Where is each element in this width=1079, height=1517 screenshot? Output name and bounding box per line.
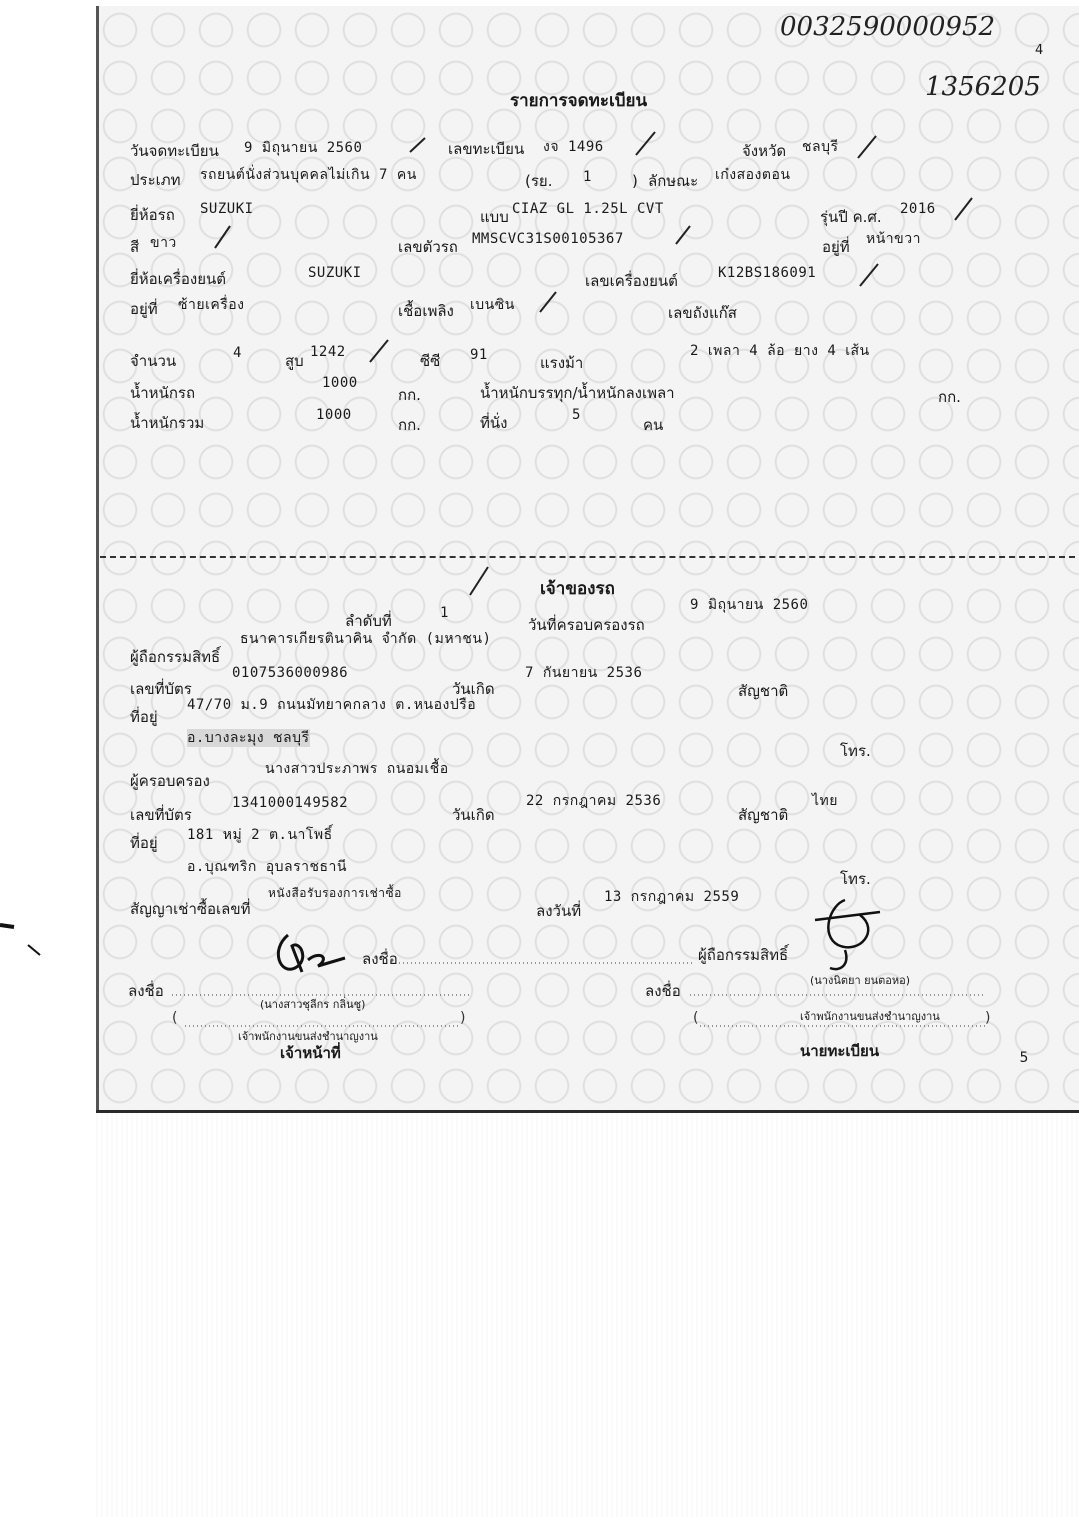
- weight-label: น้ำหนักรถ: [130, 384, 196, 402]
- model: CIAZ GL 1.25L CVT: [512, 201, 664, 217]
- id-label: เลขที่บัตร: [130, 680, 192, 698]
- cylinder: 1242: [310, 344, 346, 360]
- page-number: 5: [1019, 1050, 1029, 1066]
- left-officer-name: (นางสาวชุลีกร กลิ่นชู): [260, 998, 366, 1011]
- engine-brand: SUZUKI: [308, 265, 362, 281]
- color-label: สี: [130, 238, 140, 256]
- registrar-title: นายทะเบียน: [800, 1042, 880, 1060]
- holder-sig-suffix: ผู้ถือกรรมสิทธิ์: [698, 946, 789, 964]
- chassis-label: เลขตัวรถ: [398, 238, 458, 256]
- possess-date: 9 มิถุนายน 2560: [690, 597, 809, 613]
- engine-loc-label: อยู่ที่: [130, 300, 158, 318]
- left-officer-role: เจ้าพนักงานขนส่งชำนาญงาน: [238, 1030, 378, 1043]
- holder-birth: 7 กันยายน 2536: [525, 665, 643, 681]
- seq-label: ลำดับที่: [345, 612, 392, 630]
- holder-addr-line1: 47/70 ม.9 ถนนมัทยาคกลาง ต.หนองปรือ: [187, 697, 477, 713]
- possessor-addr-line2: อ.บุณฑริก อุบลราชธานี: [187, 859, 347, 875]
- chassis-location: หน้าขวา: [866, 231, 921, 247]
- contract-value: หนังสือรับรองการเช่าซื้อ: [268, 886, 402, 900]
- left-officer-title: เจ้าหน้าที่: [280, 1044, 341, 1062]
- possessor-nation-label: สัญชาติ: [738, 806, 789, 824]
- total-weight-label: น้ำหนักรวม: [130, 414, 205, 432]
- owner-section-title: เจ้าของรถ: [540, 579, 615, 599]
- addr-label: ที่อยู่: [130, 708, 158, 726]
- weight: 1000: [322, 375, 358, 391]
- possessor-id-label: เลขที่บัตร: [130, 806, 192, 824]
- count-label: จำนวน: [130, 352, 177, 370]
- possessor-name: นางสาวประภาพร ถนอมเชื้อ: [265, 761, 449, 777]
- fuel: เบนซิน: [470, 297, 515, 313]
- province: ชลบุรี: [802, 139, 839, 155]
- model-label: แบบ: [480, 208, 509, 226]
- reg-date: 9 มิถุนายน 2560: [244, 140, 363, 156]
- engine-location: ซ้ายเครื่อง: [178, 297, 245, 313]
- possessor-nation: ไทย: [812, 793, 838, 809]
- svg-text:(: (: [693, 1010, 699, 1026]
- holder-id: 0107536000986: [232, 665, 349, 681]
- total-weight: 1000: [316, 407, 352, 423]
- possessor-birth-label: วันเกิด: [452, 806, 495, 824]
- engine-no-label: เลขเครื่องยนต์: [585, 272, 678, 290]
- persons-label: คน: [643, 416, 664, 434]
- color-value: ขาว: [150, 235, 177, 251]
- right-officer-role: เจ้าพนักงานขนส่งชำนาญงาน: [800, 1010, 940, 1023]
- vehicle-style: เก๋งสองตอน: [715, 167, 791, 183]
- right-sign-label: ลงชื่อ: [645, 982, 681, 1000]
- cc: 91: [470, 347, 488, 363]
- cylinder-label: สูบ: [285, 352, 304, 370]
- engine-brand-label: ยี่ห้อเครื่องยนต์: [130, 270, 227, 288]
- svg-text:): ): [460, 1010, 466, 1026]
- chassis-loc-label: อยู่ที่: [822, 238, 850, 256]
- handwritten-number-2: 1356205: [925, 72, 1041, 102]
- sign-date-label: ลงวันที่: [536, 902, 582, 920]
- axles: 2 เพลา 4 ล้อ ยาง 4 เส้น: [690, 343, 870, 359]
- hp-label: แรงม้า: [540, 354, 584, 372]
- holder-name: ธนาคารเกียรตินาคิน จำกัด (มหาชน): [240, 631, 492, 647]
- seats-label: ที่นั่ง: [480, 414, 508, 432]
- page-corner-number: 4: [1035, 43, 1044, 58]
- sign-date: 13 กรกฎาคม 2559: [604, 889, 740, 905]
- holder-addr-line2: อ.บางละมุง ชลบุรี: [187, 730, 310, 746]
- possessor-id: 1341000149582: [232, 795, 349, 811]
- style-label: ลักษณะ: [648, 172, 699, 190]
- possessor-addr-label: ที่อยู่: [130, 834, 158, 852]
- gas-tank-label: เลขถังแก๊ส: [668, 304, 737, 322]
- model-year: 2016: [900, 201, 936, 217]
- kg-label-1: กก.: [398, 386, 421, 404]
- reg-date-label: วันจดทะเบียน: [130, 142, 219, 160]
- handwritten-number: 0032590000952: [780, 12, 996, 42]
- possessor-addr-line1: 181 หมู่ 2 ต.นาโพธิ์: [187, 827, 333, 843]
- contract-label: สัญญาเช่าซื้อเลขที่: [130, 900, 251, 918]
- left-sign-label: ลงชื่อ: [128, 982, 164, 1000]
- right-officer-name: (นางนิตยา ยนตอหอ): [810, 974, 911, 987]
- year-label: รุ่นปี ค.ศ.: [820, 208, 882, 226]
- seq: 1: [440, 605, 449, 621]
- possessor-tel-label: โทร.: [840, 870, 871, 888]
- possessor-label: ผู้ครอบครอง: [130, 772, 210, 790]
- fuel-label: เชื้อเพลิง: [398, 302, 454, 320]
- type-label: ประเภท: [130, 171, 181, 189]
- possess-date-label: วันที่ครอบครองรถ: [528, 616, 645, 634]
- ry-value: 1: [583, 169, 592, 185]
- tel-label: โทร.: [840, 742, 871, 760]
- seats: 5: [572, 407, 581, 423]
- svg-text:(: (: [172, 1010, 178, 1026]
- chassis-number: MMSCVC31S00105367: [472, 231, 624, 247]
- engine-number: K12BS186091: [718, 265, 817, 281]
- svg-text:): ): [985, 1010, 991, 1026]
- vehicle-type: รถยนต์นั่งส่วนบุคคลไม่เกิน 7 คน: [200, 167, 417, 183]
- province-label: จังหวัด: [742, 142, 787, 160]
- cc-label: ซีซี: [420, 352, 441, 370]
- ry-close: ): [632, 172, 638, 190]
- reg-no: งจ 1496: [543, 139, 604, 155]
- brand-label: ยี่ห้อรถ: [130, 206, 175, 224]
- load-label: น้ำหนักบรรทุก/น้ำหนักลงเพลา: [480, 384, 675, 402]
- officer-sign-label: ลงชื่อ: [362, 950, 398, 968]
- document-title: รายการจดทะเบียน: [510, 91, 648, 111]
- holder-label: ผู้ถือกรรมสิทธิ์: [130, 648, 221, 666]
- count: 4: [233, 345, 242, 361]
- reg-no-label: เลขทะเบียน: [448, 140, 525, 158]
- kg-label-3: กก.: [398, 416, 421, 434]
- kg-label-2: กก.: [938, 388, 961, 406]
- possessor-birth: 22 กรกฎาคม 2536: [526, 793, 662, 809]
- birth-label: วันเกิด: [452, 680, 495, 698]
- ry-label: (รย.: [525, 172, 553, 190]
- brand: SUZUKI: [200, 201, 254, 217]
- nation-label: สัญชาติ: [738, 682, 789, 700]
